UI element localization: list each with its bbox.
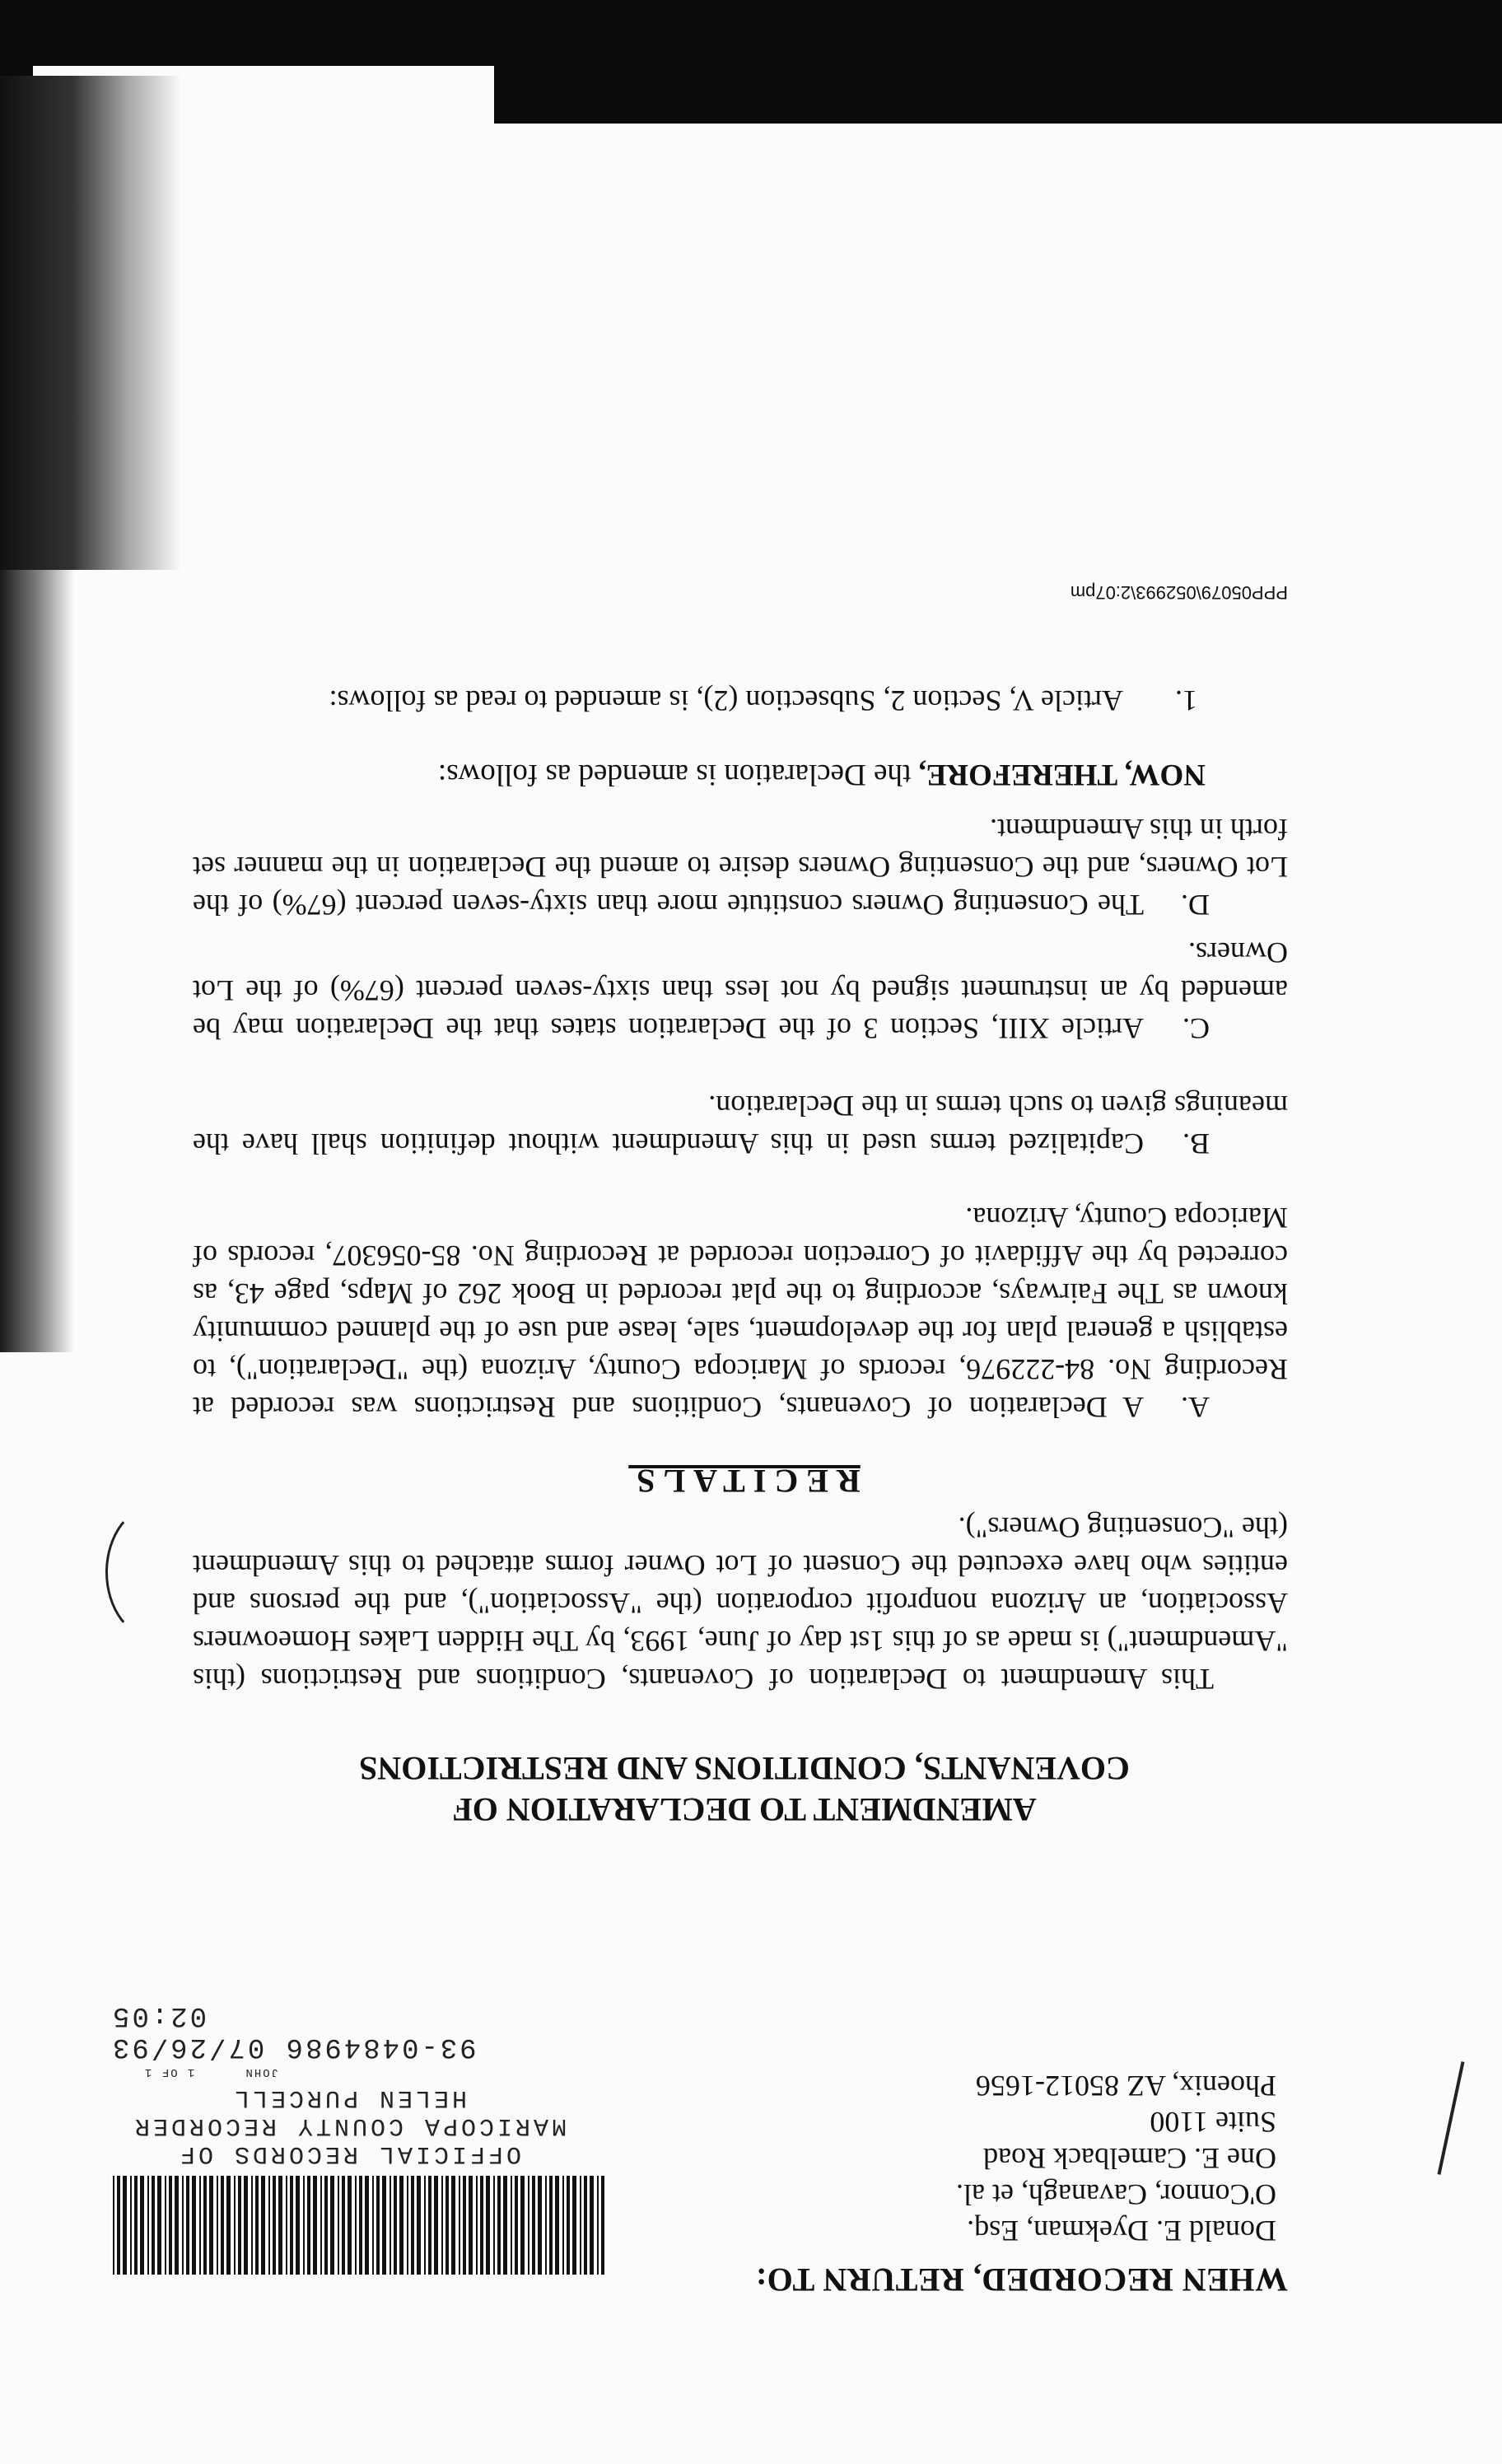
now-therefore-clause [119,757,1206,792]
item-number: 1. [1175,684,1197,717]
return-to-line: Phoenix, AZ 85012-1656 [976,2070,1276,2102]
recital-c [193,934,1288,1048]
now-therefore-rest: the Declaration is amended as follows: [437,758,919,791]
file-id: PPP05079\052993\2:07pm [1070,582,1288,603]
recital-text: Article XIII, Section 3 of the Declaration states that the Declaration may be amended by an instrument signed by not less than sixty-seven percent (67%) of the Lot Owners. [193,936,1288,1045]
stamp-clerk: JOHN [244,2065,279,2079]
recital-letter: B. [1182,1127,1210,1160]
return-to-line: Suite 1100 [1150,2106,1276,2139]
return-to-line: One E. Camelback Road [983,2142,1276,2175]
pen-mark-slash [1437,2061,1464,2175]
recital-letter: C. [1182,1012,1210,1045]
stamp-page: 1 OF 1 [143,2065,195,2079]
stamp-line: MARICOPA COUNTY RECORDER [131,2112,567,2140]
item-text: Article V, Section 2, Subsection (2), is amended to read as follows: [329,684,1123,717]
stamp-line: HELEN PURCELL [231,2084,468,2112]
amendment-item-1 [193,684,1288,718]
intro-paragraph: This Amendment to Declaration of Covenants, Conditions and Restrictions (this "Amendment") is made as of this 1st day of June, 1993, by The Hidden Lakes Homeowners Association, an Arizona nonprofit corporation (the "Association"), and the persons and entities who have executed the Consent of Lot Owner forms attached to this Amendment (the "Consenting Owners"). [193,1511,1288,1696]
recorder-stamp [110,2000,588,2168]
recording-barcode [110,2176,604,2275]
recital-text: The Consenting Owners constitute more than sixty-seven percent (67%) of the Lot Owners, and the Consenting Owners desire to amend the Declaration in the manner set forth in this Amendment. [193,813,1288,922]
recital-letter: D. [1181,889,1210,922]
recital-d [193,810,1288,924]
scan-edge-shadow [0,76,181,570]
stamp-line: OFFICIAL RECORDS OF [176,2140,522,2168]
stamp-record-number: 93-0484986 07/26/93 02:05 [110,2000,477,2062]
return-to-line: O'Connor, Cavanagh, et al. [956,2178,1276,2211]
recitals-heading: RECITALS [628,1463,861,1500]
return-to-line: Donald E. Dyekman, Esq. [967,2214,1276,2247]
title-line: AMENDMENT TO DECLARATION OF [452,1791,1037,1828]
document-title [201,1748,1288,1830]
title-line: COVENANTS, CONDITIONS AND RESTRICTIONS [359,1750,1130,1787]
scan-shadow-band [0,0,1502,124]
now-therefore-lead: NOW, THEREFORE, [918,758,1206,791]
recital-text: A Declaration of Covenants, Conditions and Restrictions was recorded at Recording No. 84-222976, records of Maricopa County, Arizona (the "Declaration"), to establish a general plan for the development, sale, lease and use of the planned community known as The Fairways, according to the plat recorded in Book 262 of Maps, page 43, as corrected by the Affidavit of Correction recorded at Recording No. 85-056307, records of Maricopa County, Arizona. [193,1202,1288,1424]
return-to-label: WHEN RECORDED, RETURN TO: [755,2261,1288,2298]
scan-edge-shadow-upper [0,570,74,1352]
recital-b [193,1087,1288,1163]
recital-text: Capitalized terms used in this Amendment without definition shall have the meanings given to such terms in the Declaration. [193,1090,1288,1160]
recital-a [193,1199,1288,1426]
recital-letter: A. [1181,1391,1210,1424]
